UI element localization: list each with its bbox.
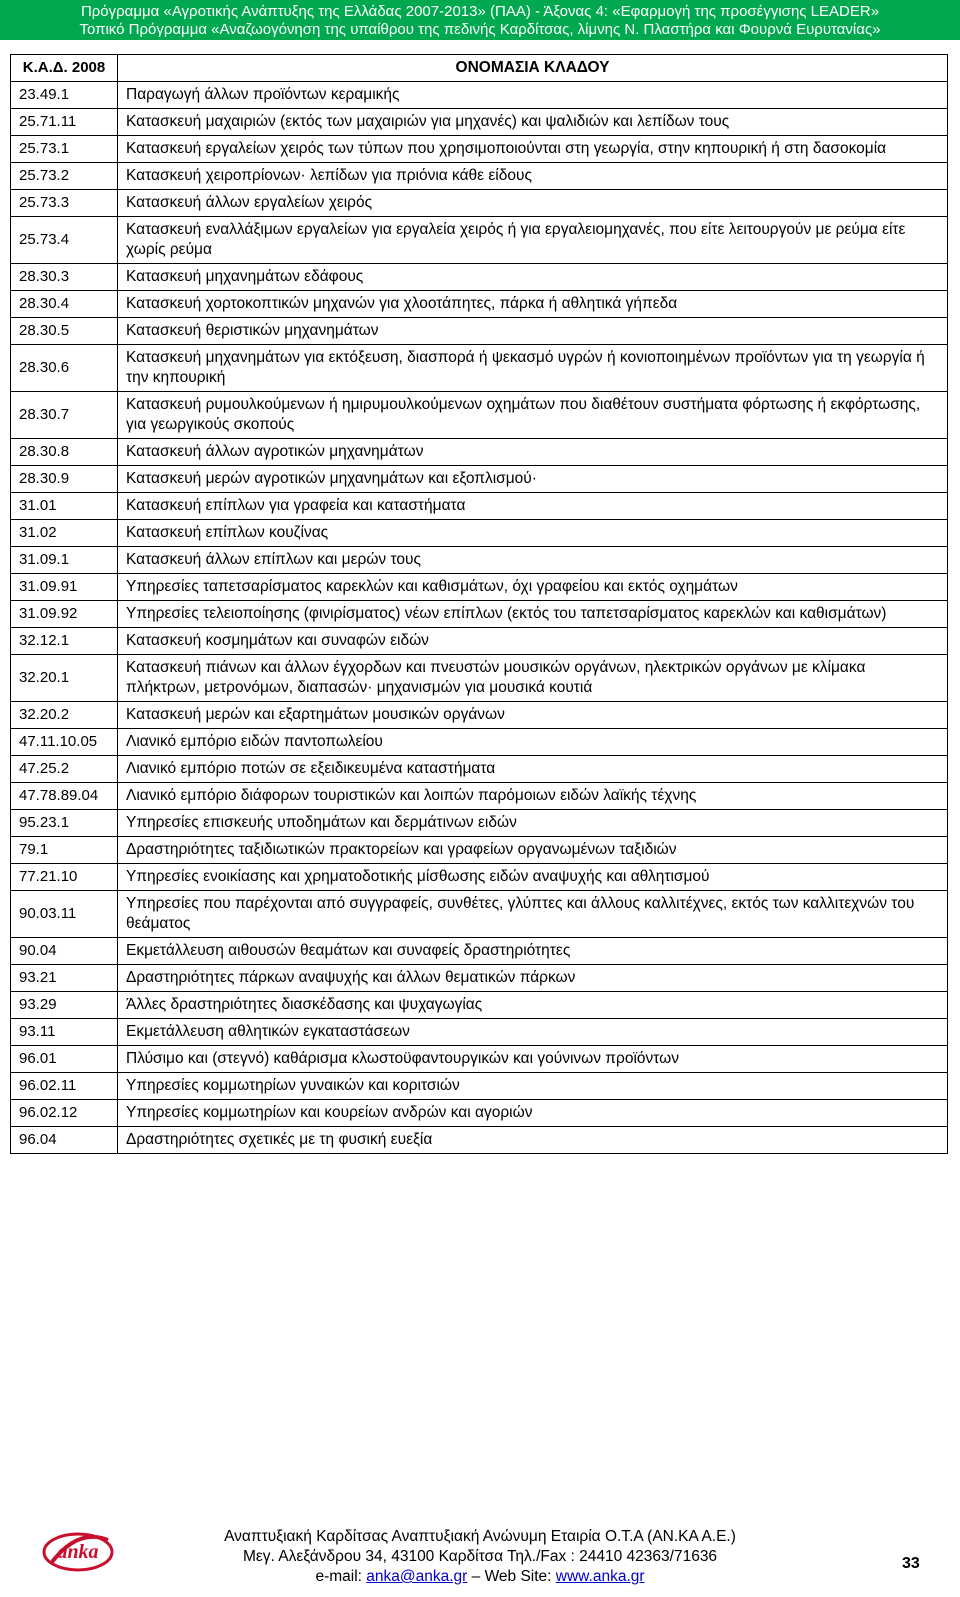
table-row	[11, 628, 948, 655]
kad-name-cell: Πλύσιμο και (στεγνό) καθάρισμα κλωστοϋφαντουργικών και γούνινων προϊόντων	[118, 1046, 948, 1073]
kad-name-cell: Κατασκευή μηχανημάτων εδάφους	[118, 264, 948, 291]
kad-code-cell: 28.30.3	[11, 264, 118, 291]
table-row	[11, 655, 948, 702]
page-number: 33	[902, 1555, 920, 1572]
table-row	[11, 190, 948, 217]
footer-address: Μεγ. Αλεξάνδρου 34, 43100 Καρδίτσα Τηλ./Fax : 24410 42363/71636	[242, 1548, 718, 1565]
kad-code-cell: 79.1	[11, 837, 118, 864]
kad-name-cell: Κατασκευή χορτοκοπτικών μηχανών για χλοοτάπητες, πάρκα ή αθλητικά γήπεδα	[118, 291, 948, 318]
table-row	[11, 466, 948, 493]
table-row	[11, 810, 948, 837]
kad-name-cell: Λιανικό εμπόριο διάφορων τουριστικών και λοιπών παρόμοιων ειδών λαϊκής τέχνης	[118, 783, 948, 810]
page-footer	[0, 1527, 960, 1597]
table-row	[11, 217, 948, 264]
kad-name-cell: Υπηρεσίες που παρέχονται από συγγραφείς, συνθέτες, γλύπτες και άλλους καλλιτέχνες, εκτός των καλλιτεχνών του θεάματος	[118, 891, 948, 938]
kad-name-cell: Υπηρεσίες ταπετσαρίσματος καρεκλών και καθισμάτων, όχι γραφείου και εκτός οχημάτων	[118, 574, 948, 601]
table-row	[11, 992, 948, 1019]
table-row	[11, 1100, 948, 1127]
kad-name-cell: Κατασκευή μερών αγροτικών μηχανημάτων και εξοπλισμού·	[118, 466, 948, 493]
email-label: e-mail:	[315, 1568, 367, 1585]
kad-name-cell: Κατασκευή μαχαιριών (εκτός των μαχαιριών για μηχανές) και ψαλιδιών και λεπίδων τους	[118, 109, 948, 136]
kad-code-cell: 32.12.1	[11, 628, 118, 655]
kad-name-cell: Κατασκευή μερών και εξαρτημάτων μουσικών οργάνων	[118, 702, 948, 729]
kad-name-cell: Κατασκευή εργαλείων χειρός των τύπων που χρησιμοποιούνται στη γεωργία, στην κηπουρική ή στη δασοκομία	[118, 136, 948, 163]
table-row	[11, 520, 948, 547]
kad-code-cell: 47.11.10.05	[11, 729, 118, 756]
table-row	[11, 1019, 948, 1046]
kad-code-cell: 93.11	[11, 1019, 118, 1046]
kad-name-cell: Κατασκευή επίπλων κουζίνας	[118, 520, 948, 547]
kad-code-cell: 28.30.5	[11, 318, 118, 345]
table-row	[11, 729, 948, 756]
table-row	[11, 318, 948, 345]
kad-table	[10, 54, 948, 1154]
kad-code-cell: 96.02.12	[11, 1100, 118, 1127]
table-row	[11, 1127, 948, 1154]
page-header	[0, 0, 960, 40]
table-header-row	[11, 55, 948, 82]
kad-code-cell: 23.49.1	[11, 82, 118, 109]
table-row	[11, 756, 948, 783]
kad-code-cell: 96.01	[11, 1046, 118, 1073]
kad-name-cell: Κατασκευή άλλων εργαλείων χειρός	[118, 190, 948, 217]
kad-name-cell: Υπηρεσίες κομμωτηρίων και κουρείων ανδρών και αγοριών	[118, 1100, 948, 1127]
kad-name-cell: Κατασκευή άλλων αγροτικών μηχανημάτων	[118, 439, 948, 466]
table-row	[11, 864, 948, 891]
column-header-code: Κ.Α.Δ. 2008	[11, 55, 118, 82]
kad-code-cell: 47.78.89.04	[11, 783, 118, 810]
kad-name-cell: Εκμετάλλευση αιθουσών θεαμάτων και συναφείς δραστηριότητες	[118, 938, 948, 965]
kad-code-cell: 28.30.4	[11, 291, 118, 318]
table-row	[11, 783, 948, 810]
table-row	[11, 891, 948, 938]
kad-code-cell: 96.02.11	[11, 1073, 118, 1100]
kad-name-cell: Λιανικό εμπόριο ειδών παντοπωλείου	[118, 729, 948, 756]
kad-code-cell: 31.02	[11, 520, 118, 547]
kad-name-cell: Υπηρεσίες τελειοποίησης (φινιρίσματος) νέων επίπλων (εκτός του ταπετσαρίσματος καρεκλών και καθισμάτων)	[118, 601, 948, 628]
kad-code-cell: 25.71.11	[11, 109, 118, 136]
table-row	[11, 574, 948, 601]
kad-name-cell: Κατασκευή χειροπρίονων· λεπίδων για πριόνια κάθε είδους	[118, 163, 948, 190]
table-row	[11, 547, 948, 574]
table-row	[11, 837, 948, 864]
kad-code-cell: 31.01	[11, 493, 118, 520]
kad-name-cell: Παραγωγή άλλων προϊόντων κεραμικής	[118, 82, 948, 109]
kad-code-cell: 93.29	[11, 992, 118, 1019]
table-row	[11, 291, 948, 318]
website-link[interactable]: www.anka.gr	[555, 1568, 645, 1585]
table-body	[11, 82, 948, 1154]
table-row	[11, 109, 948, 136]
footer-contact	[0, 1567, 960, 1587]
kad-name-cell: Κατασκευή άλλων επίπλων και μερών τους	[118, 547, 948, 574]
kad-code-cell: 93.21	[11, 965, 118, 992]
kad-name-cell: Δραστηριότητες σχετικές με τη φυσική ευεξία	[118, 1127, 948, 1154]
table-row	[11, 965, 948, 992]
kad-code-cell: 32.20.2	[11, 702, 118, 729]
kad-code-cell: 96.04	[11, 1127, 118, 1154]
kad-code-cell: 90.03.11	[11, 891, 118, 938]
footer-company: Αναπτυξιακή Καρδίτσας Αναπτυξιακή Ανώνυμη Εταιρία Ο.Τ.Α (ΑΝ.ΚΑ Α.Ε.)	[224, 1528, 736, 1545]
kad-name-cell: Άλλες δραστηριότητες διασκέδασης και ψυχαγωγίας	[118, 992, 948, 1019]
header-line-1: Πρόγραμμα «Αγροτικής Ανάπτυξης της Ελλάδας 2007-2013» (ΠΑΑ) - Άξονας 4: «Εφαρμογή της προσέγγισης LEADER»	[80, 3, 880, 20]
kad-name-cell: Δραστηριότητες ταξιδιωτικών πρακτορείων και γραφείων οργανωμένων ταξιδιών	[118, 837, 948, 864]
email-link[interactable]: anka@anka.gr	[366, 1568, 468, 1585]
kad-code-cell: 28.30.6	[11, 345, 118, 392]
table-row	[11, 345, 948, 392]
kad-name-cell: Υπηρεσίες επισκευής υποδημάτων και δερμάτινων ειδών	[118, 810, 948, 837]
kad-code-cell: 31.09.91	[11, 574, 118, 601]
kad-code-cell: 25.73.4	[11, 217, 118, 264]
logo-text: anka	[57, 1541, 99, 1563]
table-row	[11, 136, 948, 163]
kad-name-cell: Υπηρεσίες ενοικίασης και χρηματοδοτικής μίσθωσης ειδών αναψυχής και αθλητισμού	[118, 864, 948, 891]
kad-code-cell: 31.09.1	[11, 547, 118, 574]
kad-name-cell: Κατασκευή μηχανημάτων για εκτόξευση, διασπορά ή ψεκασμό υγρών ή κονιοποιημένων προϊόντων για τη γεωργία ή την κηπουρική	[118, 345, 948, 392]
kad-code-cell: 32.20.1	[11, 655, 118, 702]
kad-code-cell: 25.73.3	[11, 190, 118, 217]
table-row	[11, 82, 948, 109]
table-row	[11, 493, 948, 520]
table-row	[11, 1073, 948, 1100]
kad-code-cell: 31.09.92	[11, 601, 118, 628]
kad-code-cell: 25.73.1	[11, 136, 118, 163]
table-row	[11, 601, 948, 628]
kad-code-cell: 28.30.9	[11, 466, 118, 493]
kad-code-cell: 47.25.2	[11, 756, 118, 783]
kad-code-cell: 25.73.2	[11, 163, 118, 190]
column-header-name: ΟΝΟΜΑΣΙΑ ΚΛΑΔΟΥ	[118, 55, 948, 82]
table-row	[11, 392, 948, 439]
kad-name-cell: Κατασκευή ρυμουλκούμενων ή ημιρυμουλκούμενων οχημάτων που διαθέτουν συστήματα φόρτωσης ή εκφόρτωσης, για γεωργικούς σκοπούς	[118, 392, 948, 439]
table-row	[11, 1046, 948, 1073]
kad-code-cell: 90.04	[11, 938, 118, 965]
table-row	[11, 163, 948, 190]
table-row	[11, 264, 948, 291]
kad-name-cell: Υπηρεσίες κομμωτηρίων γυναικών και κοριτσιών	[118, 1073, 948, 1100]
kad-name-cell: Κατασκευή εναλλάξιμων εργαλείων για εργαλεία χειρός ή για εργαλειομηχανές, που είτε λειτουργούν με ρεύμα είτε χωρίς ρεύμα	[118, 217, 948, 264]
kad-code-cell: 28.30.7	[11, 392, 118, 439]
kad-code-cell: 28.30.8	[11, 439, 118, 466]
kad-code-cell: 95.23.1	[11, 810, 118, 837]
kad-name-cell: Κατασκευή κοσμημάτων και συναφών ειδών	[118, 628, 948, 655]
kad-name-cell: Κατασκευή θεριστικών μηχανημάτων	[118, 318, 948, 345]
header-line-2: Τοπικό Πρόγραμμα «Αναζωογόνηση της υπαίθρου της πεδινής Καρδίτσας, λίμνης Ν. Πλαστήρα και Φουρνά Ευρυτανίας»	[79, 21, 881, 38]
kad-name-cell: Εκμετάλλευση αθλητικών εγκαταστάσεων	[118, 1019, 948, 1046]
kad-name-cell: Δραστηριότητες πάρκων αναψυχής και άλλων θεματικών πάρκων	[118, 965, 948, 992]
kad-name-cell: Λιανικό εμπόριο ποτών σε εξειδικευμένα καταστήματα	[118, 756, 948, 783]
web-label: – Web Site:	[467, 1568, 556, 1585]
table-row	[11, 702, 948, 729]
table-row	[11, 439, 948, 466]
kad-code-cell: 77.21.10	[11, 864, 118, 891]
table-row	[11, 938, 948, 965]
kad-name-cell: Κατασκευή επίπλων για γραφεία και καταστήματα	[118, 493, 948, 520]
kad-name-cell: Κατασκευή πιάνων και άλλων έγχορδων και πνευστών μουσικών οργάνων, ηλεκτρικών οργάνων με κλίμακα πλήκτρων, μετρονόμων, διαπασών· μηχανισμών για μουσικά κουτιά	[118, 655, 948, 702]
